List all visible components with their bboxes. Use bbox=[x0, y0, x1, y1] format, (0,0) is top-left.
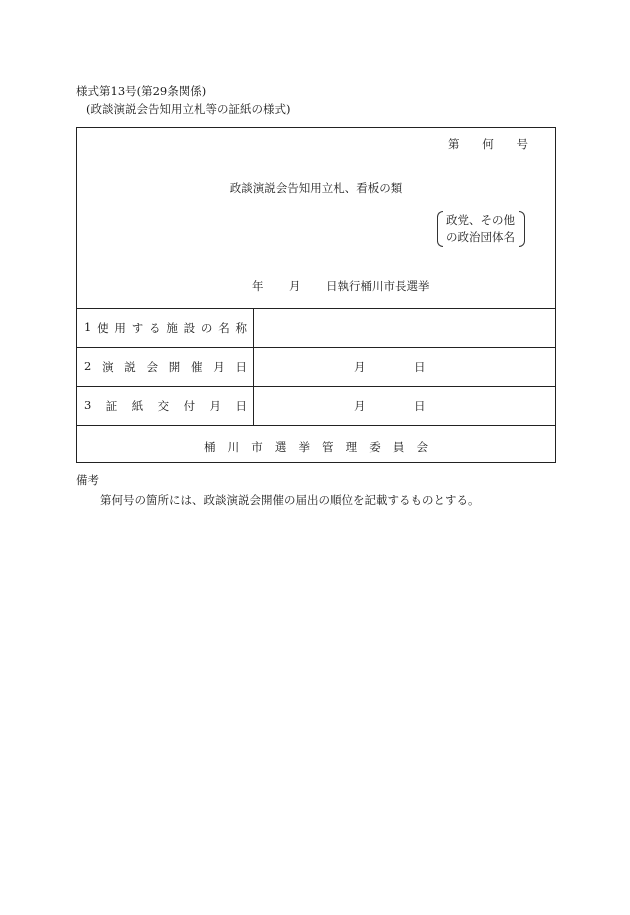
committee-char: 管 bbox=[322, 440, 334, 454]
divider bbox=[77, 386, 555, 387]
committee-char: 川 bbox=[227, 440, 240, 454]
form-title: 様式第13号(第29条関係) bbox=[76, 84, 207, 98]
label-char: 交 bbox=[157, 399, 170, 413]
label-char: 日 bbox=[235, 399, 247, 413]
label-char: 設 bbox=[183, 321, 196, 335]
label-char: 月 bbox=[209, 399, 222, 413]
party-name-line2: の政治団体名 bbox=[446, 230, 515, 244]
left-bracket bbox=[437, 211, 443, 247]
month-label: 月 bbox=[354, 399, 366, 413]
committee-char: 員 bbox=[392, 440, 405, 454]
label-char: 説 bbox=[124, 360, 136, 374]
label-char: 用 bbox=[114, 321, 126, 335]
label-char: 証 bbox=[105, 399, 118, 413]
label-char: 名 bbox=[218, 321, 230, 335]
label-char: 会 bbox=[146, 360, 159, 374]
meeting-date-value bbox=[253, 359, 557, 373]
label-char: 演 bbox=[102, 360, 114, 374]
day-label: 日 bbox=[414, 399, 426, 413]
form-subtitle: (政談演説会告知用立札等の証紙の様式) bbox=[86, 102, 291, 116]
year-label: 年 bbox=[252, 279, 264, 293]
number-char: 号 bbox=[516, 137, 528, 151]
committee-char: 理 bbox=[345, 440, 358, 454]
committee-char: 選 bbox=[274, 440, 287, 454]
label-char: の bbox=[200, 321, 213, 335]
label-char: 使 bbox=[97, 321, 109, 335]
committee-char: 桶 bbox=[204, 440, 216, 454]
divider bbox=[77, 347, 555, 348]
row-number: 2 bbox=[84, 359, 92, 373]
row-label-meeting-date bbox=[84, 359, 247, 375]
number-line bbox=[448, 136, 528, 152]
month-label: 月 bbox=[354, 360, 366, 374]
label-char: 称 bbox=[235, 321, 247, 335]
row-number: 3 bbox=[84, 398, 92, 412]
right-bracket bbox=[519, 211, 525, 247]
month-label: 月 bbox=[289, 279, 301, 293]
election-label: 日執行桶川市長選挙 bbox=[326, 279, 430, 293]
committee-char: 挙 bbox=[298, 440, 310, 454]
label-char: 日 bbox=[235, 360, 247, 374]
label-char: 施 bbox=[166, 321, 178, 335]
row-label-issue-date bbox=[84, 398, 247, 414]
party-name-bracket bbox=[437, 211, 525, 247]
label-char: 催 bbox=[191, 360, 203, 374]
row-number: 1 bbox=[84, 320, 92, 334]
committee-char: 市 bbox=[251, 440, 263, 454]
divider bbox=[77, 425, 555, 426]
certificate-form bbox=[76, 127, 556, 463]
committee-char: 委 bbox=[369, 440, 381, 454]
day-label: 日 bbox=[414, 360, 426, 374]
number-char: 何 bbox=[482, 137, 494, 151]
label-char: る bbox=[149, 321, 161, 335]
issue-date-value bbox=[253, 398, 557, 412]
sign-type-title: 政談演説会告知用立札、看板の類 bbox=[229, 181, 403, 195]
facility-name-value bbox=[253, 320, 557, 334]
party-name-line1: 政党、その他 bbox=[446, 213, 515, 227]
remarks-heading: 備考 bbox=[76, 473, 99, 487]
divider bbox=[77, 308, 555, 309]
label-char: す bbox=[131, 321, 144, 335]
row-label-facility-name bbox=[84, 320, 247, 336]
remarks-text: 第何号の箇所には、政談演説会開催の届出の順位を記載するものとする。 bbox=[100, 493, 480, 507]
number-char: 第 bbox=[448, 137, 460, 151]
label-char: 紙 bbox=[131, 399, 144, 413]
election-committee bbox=[77, 439, 555, 455]
label-char: 月 bbox=[213, 360, 225, 374]
label-char: 開 bbox=[168, 360, 181, 374]
committee-char: 会 bbox=[416, 440, 428, 454]
label-char: 付 bbox=[183, 399, 196, 413]
